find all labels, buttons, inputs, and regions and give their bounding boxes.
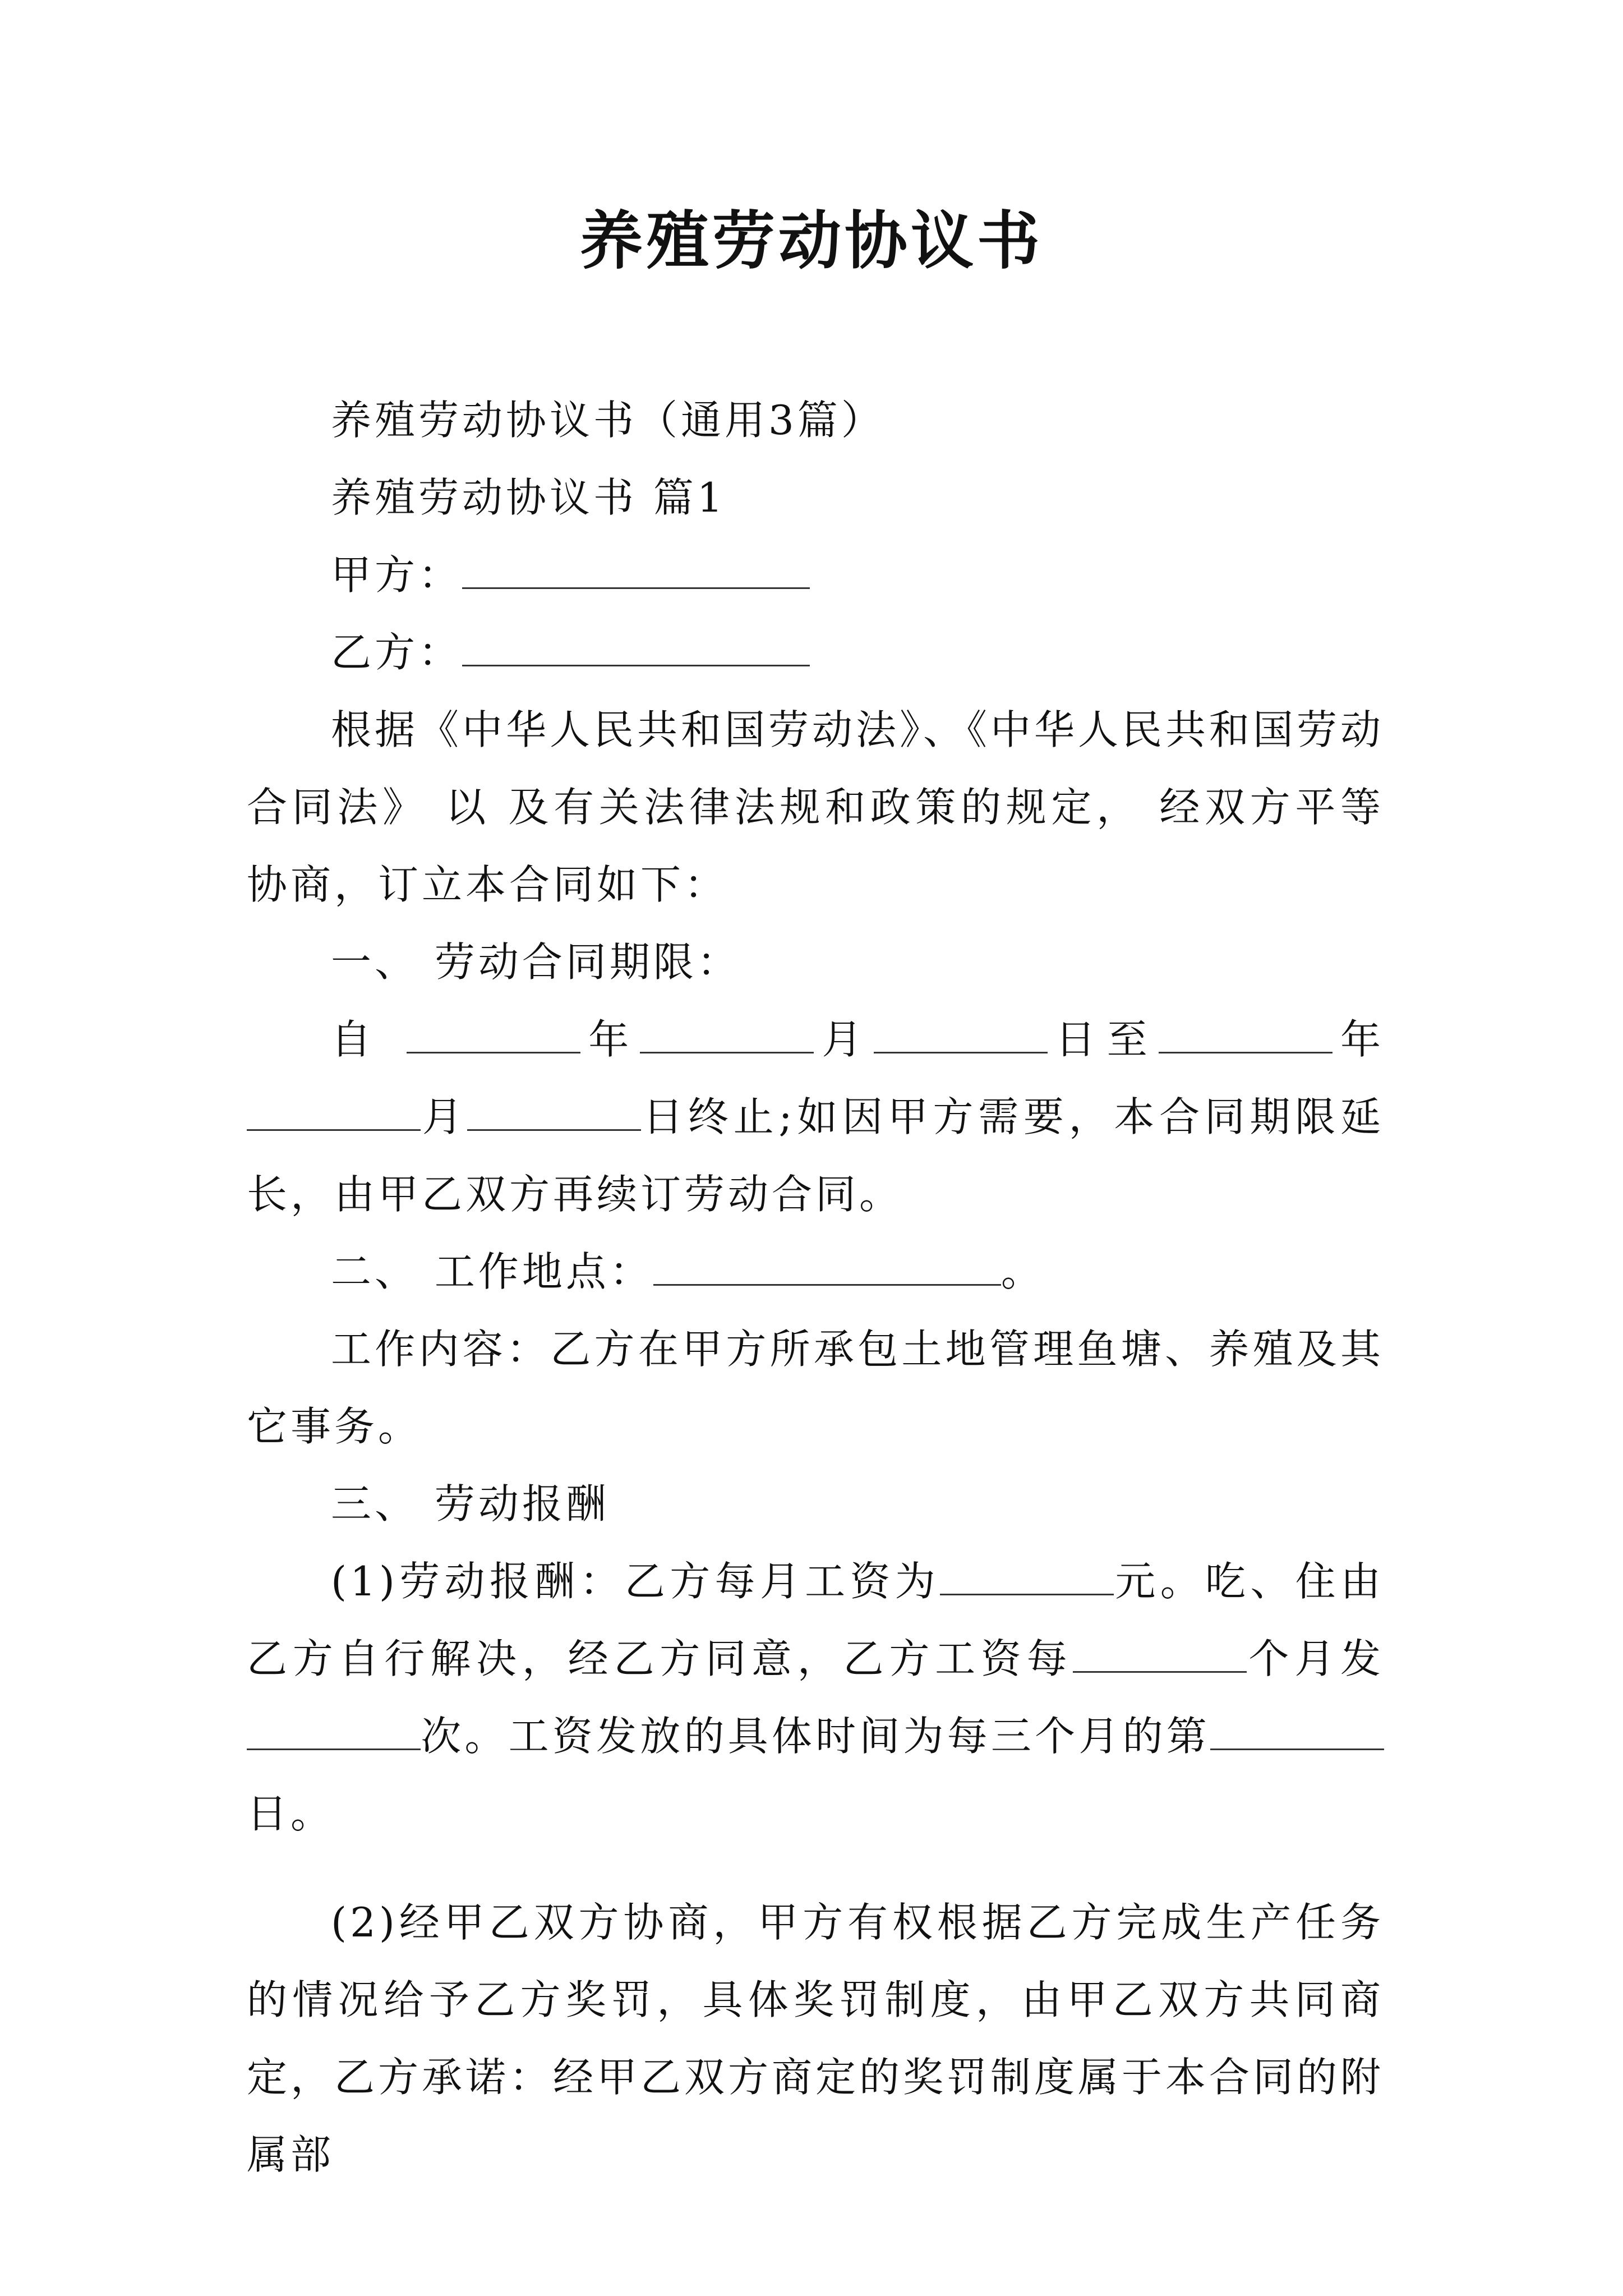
work-location-label: 二、 工作地点： — [331, 1248, 653, 1295]
pay-day-blank — [1210, 1713, 1384, 1750]
term-text-4: 日至 — [1047, 1016, 1159, 1063]
contract-term-paragraph — [247, 1001, 1384, 1233]
section1-heading: 一、 劳动合同期限： — [331, 938, 741, 986]
term-text-5: 年 — [1332, 1016, 1384, 1063]
work-location-end: 。 — [1000, 1248, 1045, 1295]
party-b-line — [247, 614, 1384, 691]
pay-text-4: 次。工资发放的具体时间为每三个月的第 — [421, 1713, 1210, 1760]
document-title: 养殖劳动协议书 — [580, 204, 1043, 278]
start-month-blank — [640, 1016, 814, 1053]
pay-text-5: 日。 — [247, 1790, 335, 1837]
section3-heading: 三、 劳动报酬 — [331, 1480, 610, 1527]
end-day-blank — [467, 1093, 641, 1131]
party-a-label: 甲方： — [331, 551, 463, 599]
term-text-1: 自 — [331, 1016, 383, 1063]
pay-text-1: (1)劳动报酬：乙方每月工资为 — [331, 1558, 940, 1605]
term-text-3: 月 — [814, 1016, 874, 1063]
end-month-blank — [247, 1093, 421, 1131]
chapter-heading: 养殖劳动协议书 篇1 — [331, 474, 726, 521]
party-b-blank — [462, 629, 810, 666]
start-year-blank — [407, 1016, 580, 1053]
party-a-line — [247, 536, 1384, 614]
pay-interval-blank — [1073, 1635, 1247, 1673]
document-body — [247, 381, 1384, 2193]
term-text-6: 月 — [421, 1093, 468, 1140]
term-text-7: 日终止;如因甲方需要，本合同期限延长，由甲乙双方再续订劳动合同。 — [247, 1093, 1384, 1218]
preamble-paragraph: 根据《中华人民共和国劳动法》、《中华人民共和国劳动合同法》 以 及有关法律法规和政策的规定， 经双方平等协商，订立本合同如下： — [247, 706, 1385, 908]
pay-clause-paragraph — [247, 1543, 1384, 1852]
pay-text-2: 元。吃、住由乙方自行解决，经乙方同意，乙方工资每 — [247, 1558, 1384, 1682]
start-day-blank — [874, 1016, 1048, 1053]
party-a-blank — [462, 551, 810, 589]
work-location-blank — [653, 1248, 1001, 1286]
monthly-wage-blank — [940, 1558, 1114, 1595]
end-year-blank — [1159, 1016, 1332, 1053]
section2-heading — [247, 1233, 1384, 1310]
term-text-2: 年 — [580, 1016, 640, 1063]
pay-text-3: 个月发 — [1246, 1635, 1384, 1682]
subtitle-paragraph: 养殖劳动协议书（通用3篇） — [331, 397, 885, 444]
work-content-paragraph: 工作内容：乙方在甲方所承包土地管理鱼塘、养殖及其它事务。 — [247, 1326, 1384, 1450]
reward-clause-paragraph: (2)经甲乙双方协商，甲方有权根据乙方完成生产任务的情况给予乙方奖罚，具体奖罚制度，由甲乙双方共同商定，乙方承诺：经甲乙双方商定的奖罚制度属于本合同的附属部 — [247, 1899, 1385, 2178]
pay-times-blank — [247, 1713, 421, 1750]
party-b-label: 乙方： — [331, 629, 463, 676]
